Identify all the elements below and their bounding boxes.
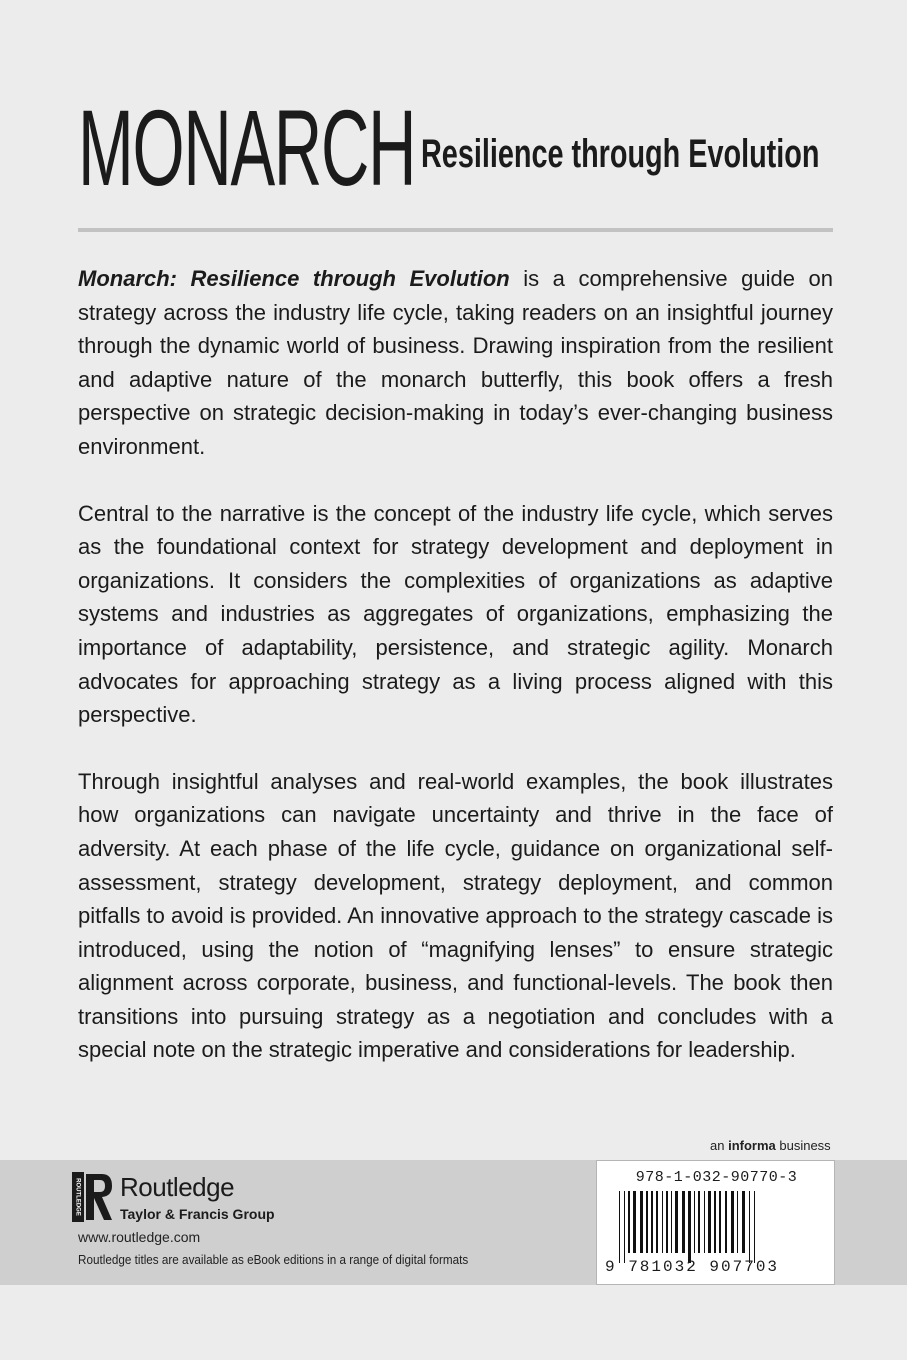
publisher-group: Taylor & Francis Group xyxy=(120,1206,275,1222)
title-block xyxy=(78,87,838,208)
book-title: MONARCH xyxy=(78,87,416,208)
barcode-bar xyxy=(704,1191,705,1253)
barcode-bar xyxy=(688,1191,691,1263)
barcode-bar xyxy=(624,1191,625,1263)
publisher-name: Routledge xyxy=(120,1172,235,1202)
divider-rule xyxy=(78,228,833,232)
informa-tagline: an informa business xyxy=(710,1138,831,1153)
barcode-bar xyxy=(714,1191,716,1253)
barcode-icon xyxy=(617,1191,817,1263)
barcode-bar xyxy=(682,1191,685,1253)
barcode-bar xyxy=(619,1191,620,1263)
barcode-bar xyxy=(675,1191,678,1253)
barcode-bar xyxy=(708,1191,711,1253)
barcode-digits: 9 781032 907703 xyxy=(605,1258,780,1276)
barcode-bar xyxy=(662,1191,663,1253)
back-cover-blurb xyxy=(78,262,833,1100)
barcode-bar xyxy=(725,1191,727,1253)
barcode-bar xyxy=(640,1191,643,1253)
barcode-bar xyxy=(628,1191,630,1253)
informa-brand: informa xyxy=(728,1138,776,1153)
barcode-bar xyxy=(742,1191,745,1253)
publisher-website: www.routledge.com xyxy=(78,1229,201,1245)
blurb-paragraph-1 xyxy=(78,262,833,464)
barcode-bar xyxy=(694,1191,695,1253)
barcode-bar xyxy=(671,1191,672,1253)
barcode-bar xyxy=(737,1191,738,1253)
barcode-bar xyxy=(656,1191,658,1253)
barcode-bar xyxy=(754,1191,755,1263)
barcode-bar xyxy=(749,1191,750,1263)
blurb-paragraph-3: Through insightful analyses and real-world examples, the book illustrates how organizations can navigate uncertainty and thrive in the face of adversity. At each phase of the life cycle, guidance on organizational self-assessment, strategy development, strategy deployment, and common pitfalls to avoid is provided. An innovative approach to the strategy cascade is introduced, using the notion of “magnifying lenses” to ensure strategic alignment across corporate, business, and functional-levels. The book then transitions into pursuing strategy as a negotiation and concludes with a special note on the strategic imperative and considerations for leadership. xyxy=(78,768,833,1063)
barcode-bar xyxy=(633,1191,636,1253)
book-subtitle: Resilience through Evolution xyxy=(421,132,820,176)
blurb-paragraph-1-text: is a comprehensive guide on strategy across the industry life cycle, taking readers on an insightful journey through the dynamic world of business. Drawing inspiration from the resilient and adaptive nature of the monarch butterfly, this book offers a fresh perspective on strategic decision-making in today’s ever-changing business environment. xyxy=(78,266,833,459)
routledge-logo-icon xyxy=(72,1172,114,1222)
blurb-book-title: Monarch: Resilience through Evolution xyxy=(78,266,510,291)
barcode-bar xyxy=(731,1191,734,1253)
barcode-bar xyxy=(698,1191,700,1253)
logo-vertical-text: ROUTLEDGE xyxy=(74,1178,81,1216)
barcode-bar xyxy=(719,1191,721,1253)
barcode-panel xyxy=(596,1160,835,1285)
blurb-paragraph-2: Central to the narrative is the concept of the industry life cycle, which serves as the foundational context for strategy development and deployment in organizations. It considers the complexities of organizations as adaptive systems and industries as aggregates of organizations, emphasizing the importance of adaptability, persistence, and strategic agility. Monarch advocates for approaching strategy as a living process aligned with this perspective. xyxy=(78,500,833,728)
barcode-bar xyxy=(646,1191,648,1253)
ebook-note: Routledge titles are available as eBook editions in a range of digital formats xyxy=(78,1252,469,1267)
barcode-bar xyxy=(666,1191,668,1253)
barcode-bar xyxy=(651,1191,653,1253)
isbn-label: 978-1-032-90770-3 xyxy=(635,1169,798,1186)
